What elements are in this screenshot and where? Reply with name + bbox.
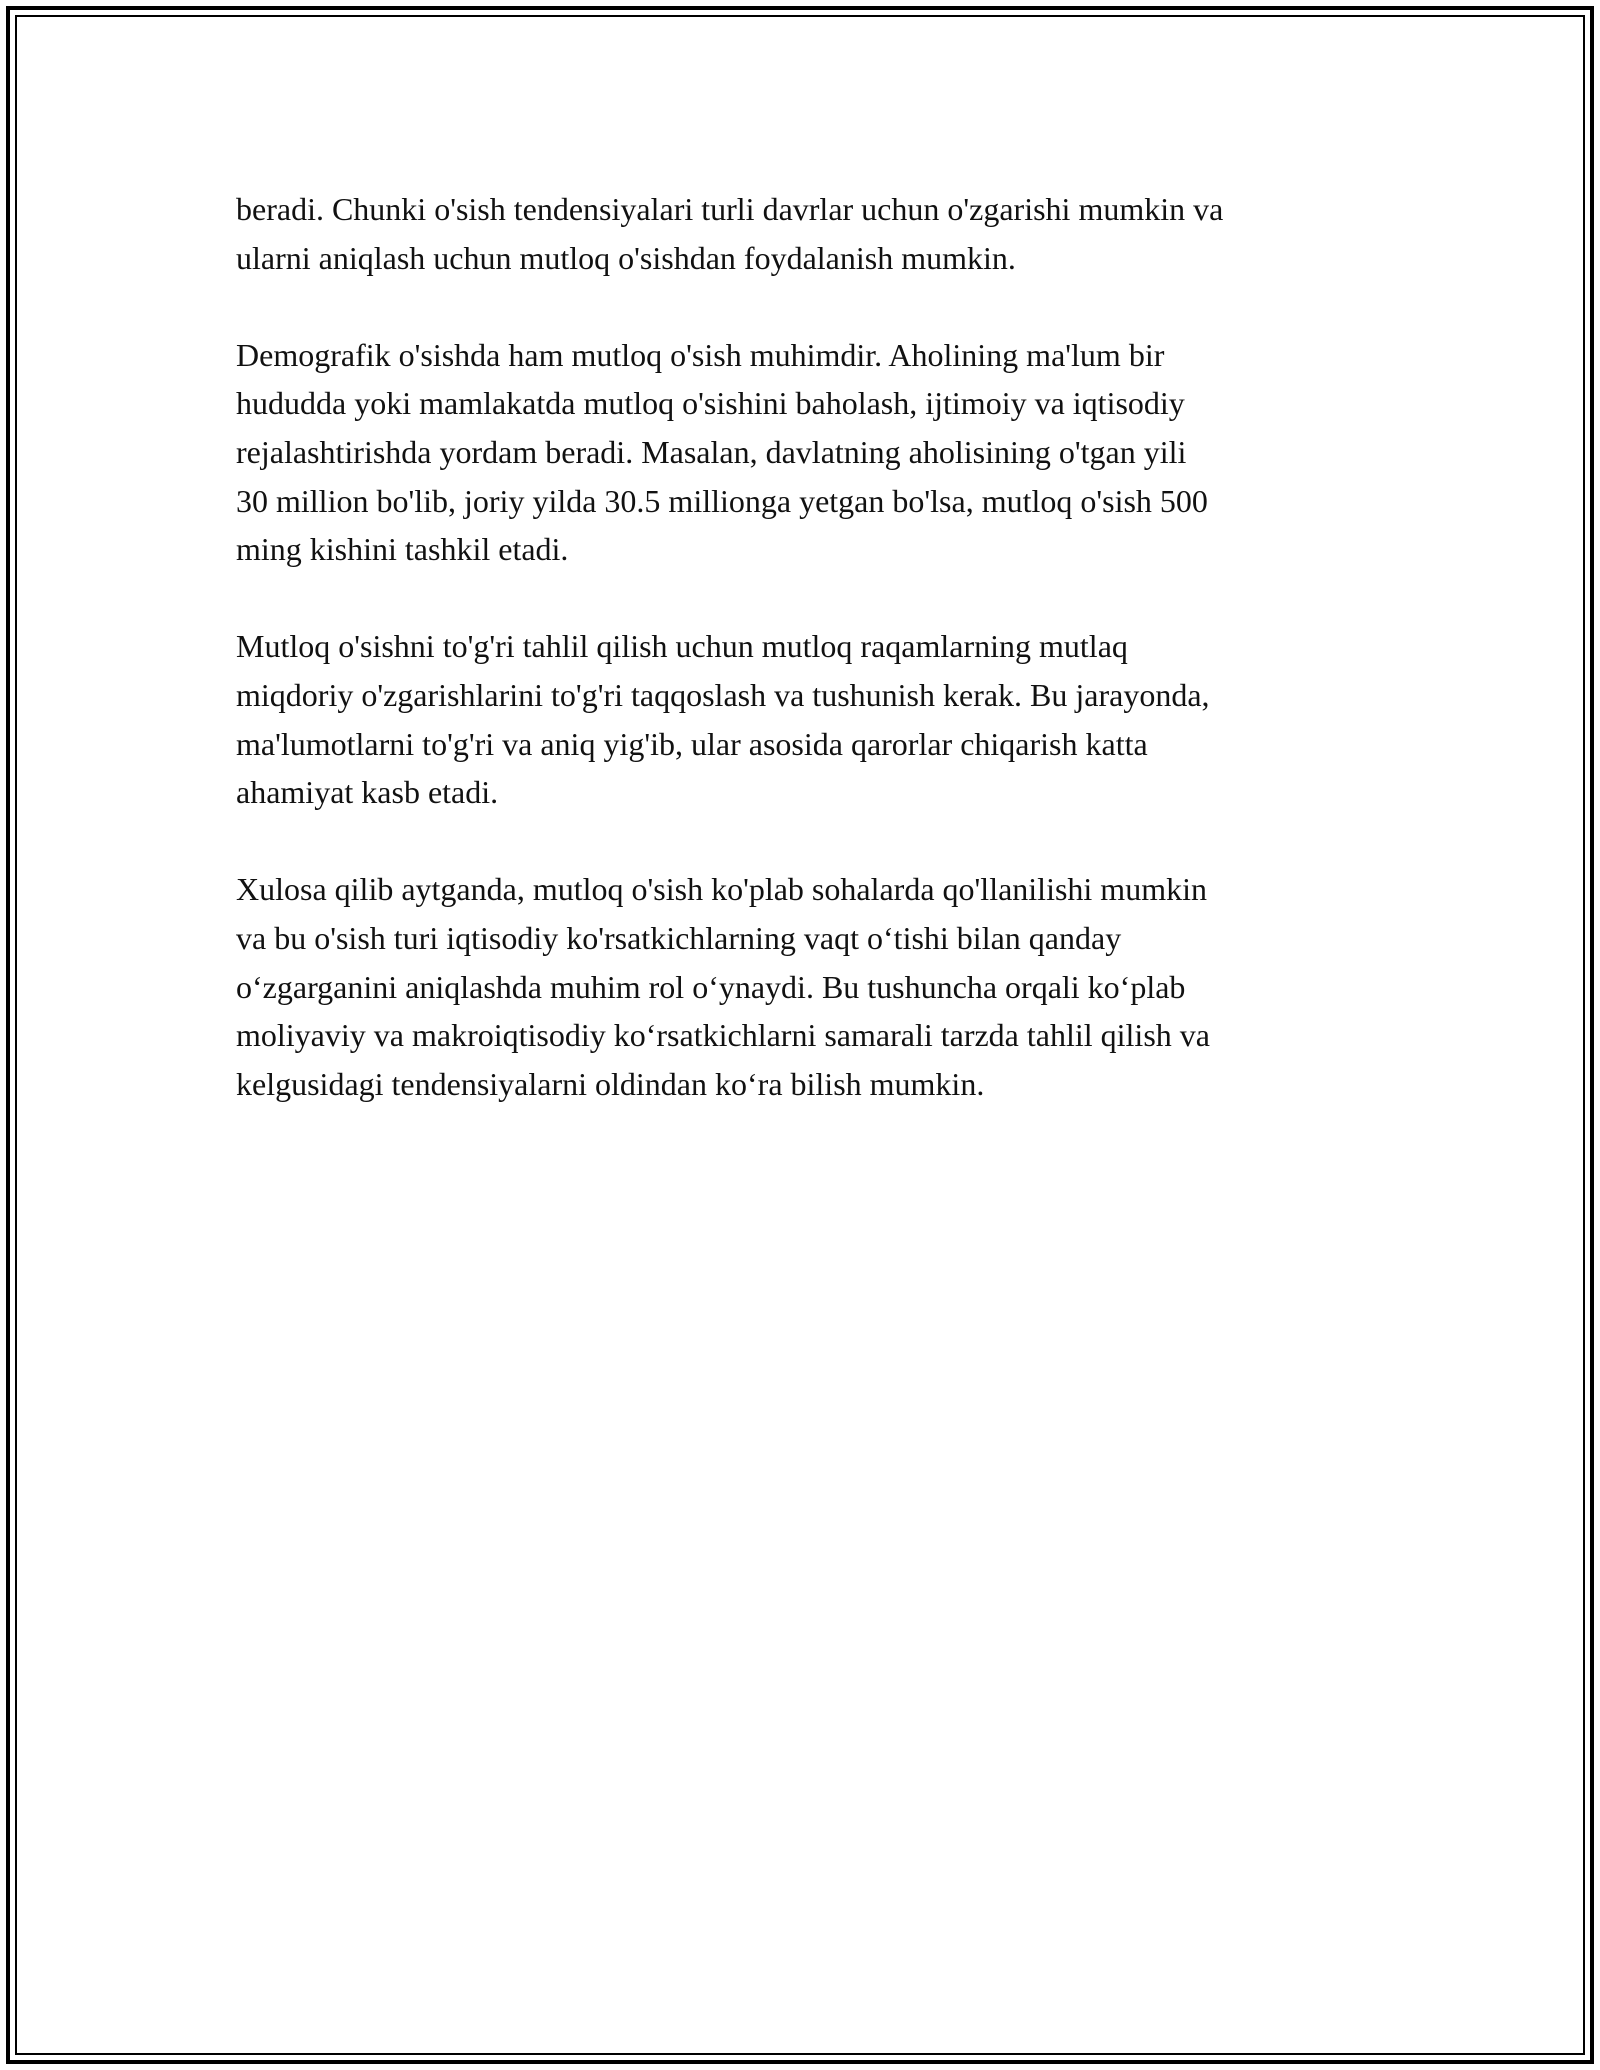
text-line: o‘zgarganini aniqlashda muhim rol o‘ynaydi. Bu tushuncha orqali ko‘plab: [236, 968, 1186, 1005]
paragraph-3: [236, 622, 1376, 816]
text-line: Demografik o'sishda ham mutloq o'sish muhimdir. Aholining ma'lum bir: [236, 336, 1165, 373]
paragraph-1: [236, 185, 1376, 282]
text-line: beradi. Chunki o'sish tendensiyalari turli davrlar uchun o'zgarishi mumkin va: [236, 191, 1224, 227]
text-line: miqdoriy o'zgarishlarini to'g'ri taqqoslash va tushunish kerak. Bu jarayonda,: [236, 676, 1210, 713]
text-line: ming kishini tashkil etadi.: [236, 531, 569, 568]
text-line: ahamiyat kasb etadi.: [236, 774, 499, 811]
document-body: [236, 185, 1376, 1157]
text-line: rejalashtirishda yordam beradi. Masalan, davlatning aholisining o'tgan yili: [236, 433, 1187, 470]
text-line: ma'lumotlarni to'g'ri va aniq yig'ib, ular asosida qarorlar chiqarish katta: [236, 725, 1148, 762]
text-line: va bu o'sish turi iqtisodiy ko'rsatkichlarning vaqt o‘tishi bilan qanday: [236, 919, 1122, 956]
text-line: moliyaviy va makroiqtisodiy ko‘rsatkichlarni samarali tarzda tahlil qilish va: [236, 1017, 1210, 1054]
paragraph-2: [236, 331, 1376, 574]
text-line: 30 million bo'lib, joriy yilda 30.5 millionga yetgan bo'lsa, mutloq o'sish 500: [236, 482, 1208, 519]
paragraph-4: [236, 865, 1376, 1108]
text-line: kelgusidagi tendensiyalarni oldindan ko‘ra bilish mumkin.: [236, 1065, 985, 1102]
text-line: Xulosa qilib aytganda, mutloq o'sish ko'plab sohalarda qo'llanilishi mumkin: [236, 871, 1207, 908]
text-line: ularni aniqlash uchun mutloq o'sishdan foydalanish mumkin.: [236, 239, 1016, 276]
text-line: hududda yoki mamlakatda mutloq o'sishini baholash, ijtimoiy va iqtisodiy: [236, 385, 1185, 422]
text-line: Mutloq o'sishni to'g'ri tahlil qilish uchun mutloq raqamlarning mutlaq: [236, 628, 1128, 665]
